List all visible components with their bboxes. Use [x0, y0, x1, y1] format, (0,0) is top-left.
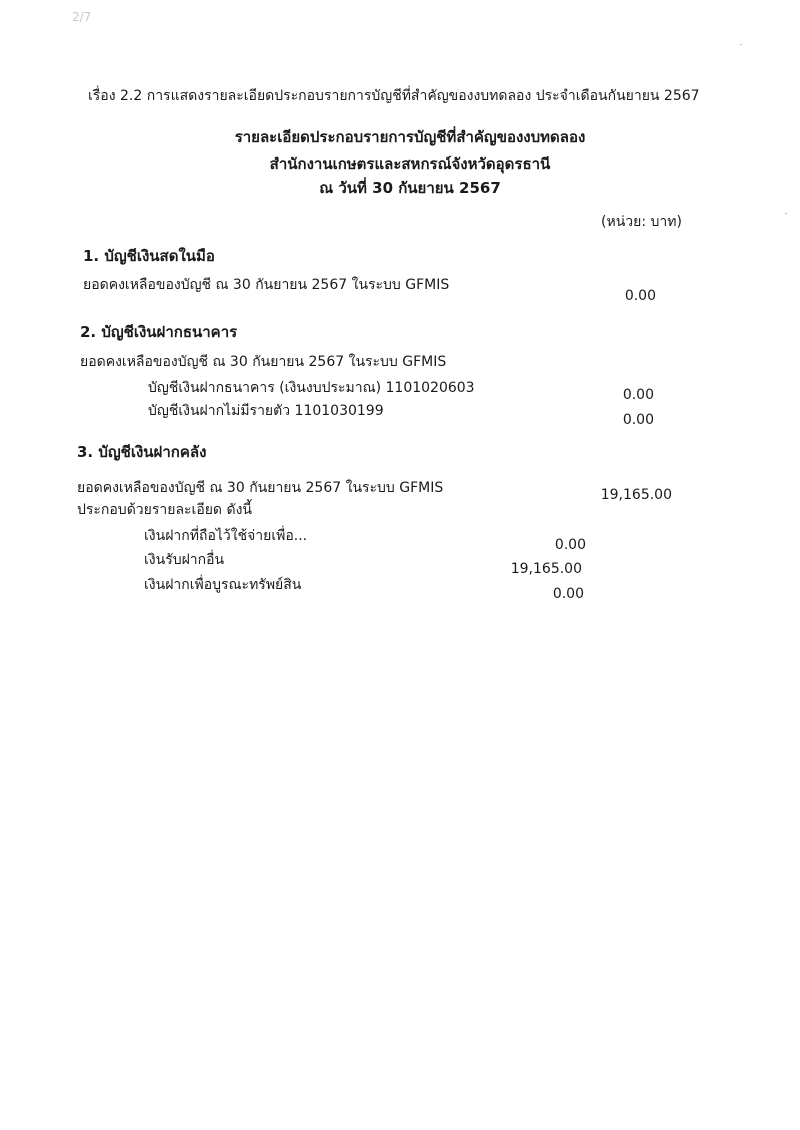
bank-item-label: บัญชีเงินฝากธนาคาร (เงินงบประมาณ) 1101020603 — [148, 380, 475, 396]
unit-label: (หน่วย: บาท) — [601, 214, 682, 230]
section-treasury-title: 3. บัญชีเงินฝากคลัง — [77, 443, 207, 461]
treasury-item-label: เงินฝากเพื่อบูรณะทรัพย์สิน — [144, 577, 302, 593]
bank-item-value: 0.00 — [622, 387, 654, 403]
treasury-item-value: 0.00 — [552, 586, 584, 602]
section-bank-title: 2. บัญชีเงินฝากธนาคาร — [80, 323, 238, 341]
section-treasury-balance-label: ยอดคงเหลือของบัญชี ณ 30 กันยายน 2567 ในระบบ GFMIS — [77, 480, 444, 496]
treasury-item-label: เงินรับฝากอื่น — [144, 552, 225, 568]
scan-speck — [740, 44, 742, 45]
section-treasury-detail-label: ประกอบด้วยรายละเอียด ดังนี้ — [77, 502, 252, 518]
heading-date: ณ วันที่ 30 กันยายน 2567 — [319, 179, 501, 197]
page-mark: 2/7 — [72, 10, 92, 24]
subject-line: เรื่อง 2.2 การแสดงรายละเอียดประกอบรายการบัญชีที่สำคัญของงบทดลอง ประจำเดือนกันยายน 2567 — [88, 88, 700, 104]
section-cash-balance-label: ยอดคงเหลือของบัญชี ณ 30 กันยายน 2567 ในระบบ GFMIS — [83, 277, 450, 293]
treasury-item-value: 0.00 — [554, 537, 586, 553]
section-bank-balance-label: ยอดคงเหลือของบัญชี ณ 30 กันยายน 2567 ในระบบ GFMIS — [80, 354, 447, 370]
section-treasury-balance-value: 19,165.00 — [600, 487, 672, 503]
heading-office: สำนักงานเกษตรและสหกรณ์จังหวัดอุดรธานี — [269, 155, 551, 173]
treasury-item-value: 19,165.00 — [510, 561, 582, 577]
section-cash-title: 1. บัญชีเงินสดในมือ — [83, 247, 215, 265]
treasury-item-label: เงินฝากที่ถือไว้ใช้จ่ายเพื่อ... — [144, 528, 308, 544]
bank-item-label: บัญชีเงินฝากไม่มีรายตัว 1101030199 — [148, 403, 384, 419]
heading-title: รายละเอียดประกอบรายการบัญชีที่สำคัญของงบทดลอง — [234, 128, 586, 146]
section-cash-balance-value: 0.00 — [624, 288, 656, 304]
scan-speck — [785, 213, 787, 214]
bank-item-value: 0.00 — [622, 412, 654, 428]
